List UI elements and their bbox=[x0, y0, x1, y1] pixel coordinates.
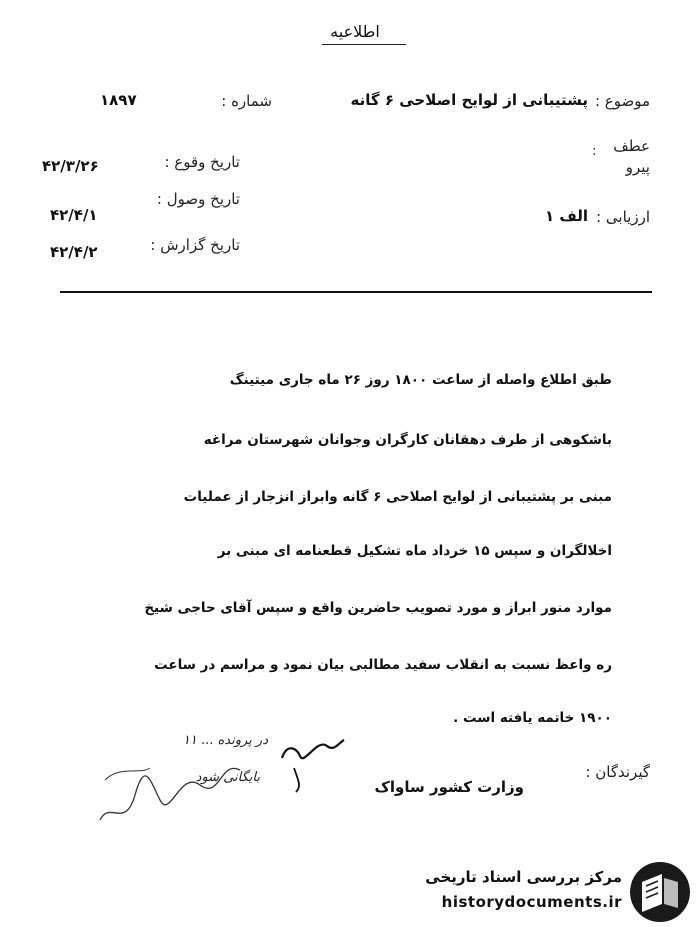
body-line: اخلالگران و سپس ۱۵ خرداد ماه تشکیل قطعنامه ای مبنی بر bbox=[217, 543, 612, 559]
handwritten-note: بایگانی شود bbox=[195, 770, 260, 785]
body-line: ۱۹۰۰ خاتمه یافته است . bbox=[453, 710, 612, 726]
body-line: باشکوهی از طرف دهقانان کارگران وجوانان شهرستان مراغه bbox=[203, 432, 612, 448]
body-line: مبنی بر پشتیبانی از لوایح اصلاحی ۶ گانه وابراز انزجار از عملیات bbox=[183, 489, 612, 505]
body-line: طبق اطلاع واصله از ساعت ۱۸۰۰ روز ۲۶ ماه جاری میتینگ bbox=[229, 372, 612, 388]
subject-value: پشتیبانی از لوایح اصلاحی ۶ گانه bbox=[350, 91, 588, 109]
recipients-label: گیرندگان : bbox=[585, 763, 650, 781]
handwritten-note: در پرونده ... ۱۱ bbox=[182, 733, 268, 748]
handwritten-scribble bbox=[90, 740, 250, 840]
archive-logo-icon bbox=[628, 860, 692, 924]
ref-label: عطف bbox=[613, 137, 650, 155]
watermark-title: مرکز بررسی اسناد تاریخی bbox=[425, 868, 622, 886]
date-report-label: تاریخ گزارش : bbox=[150, 236, 240, 254]
header-divider bbox=[60, 291, 652, 293]
date-report-value: ۴۲/۴/۲ bbox=[50, 243, 98, 261]
date-received-value: ۴۲/۴/۱ bbox=[50, 206, 98, 224]
date-occurred-label: تاریخ وقوع : bbox=[164, 153, 240, 171]
subject-label: موضوع : bbox=[594, 92, 650, 110]
number-label: شماره : bbox=[221, 92, 272, 110]
ref-follow-colon: : bbox=[592, 144, 597, 159]
watermark-url: historydocuments.ir bbox=[441, 893, 622, 911]
number-value: ۱۸۹۷ bbox=[100, 91, 137, 109]
date-received-label: تاریخ وصول : bbox=[156, 190, 240, 208]
date-occurred-value: ۴۲/۳/۲۶ bbox=[42, 157, 99, 175]
follow-label: پیرو bbox=[625, 158, 650, 176]
body-line: موارد منور ابراز و مورد تصویب حاضرین واقع و سپس آقای حاجی شیخ bbox=[144, 600, 612, 616]
body-line: ره واعظ نسبت به انقلاب سفید مطالبی بیان نمود و مراسم در ساعت bbox=[154, 657, 612, 673]
signature-mark bbox=[272, 728, 352, 798]
evaluation-value: الف ۱ bbox=[544, 207, 588, 225]
document-title: اطلاعیه bbox=[330, 22, 380, 41]
recipients-value: وزارت کشور ساواک bbox=[374, 778, 524, 796]
evaluation-label: ارزیابی : bbox=[596, 208, 650, 226]
title-underline bbox=[322, 44, 406, 45]
